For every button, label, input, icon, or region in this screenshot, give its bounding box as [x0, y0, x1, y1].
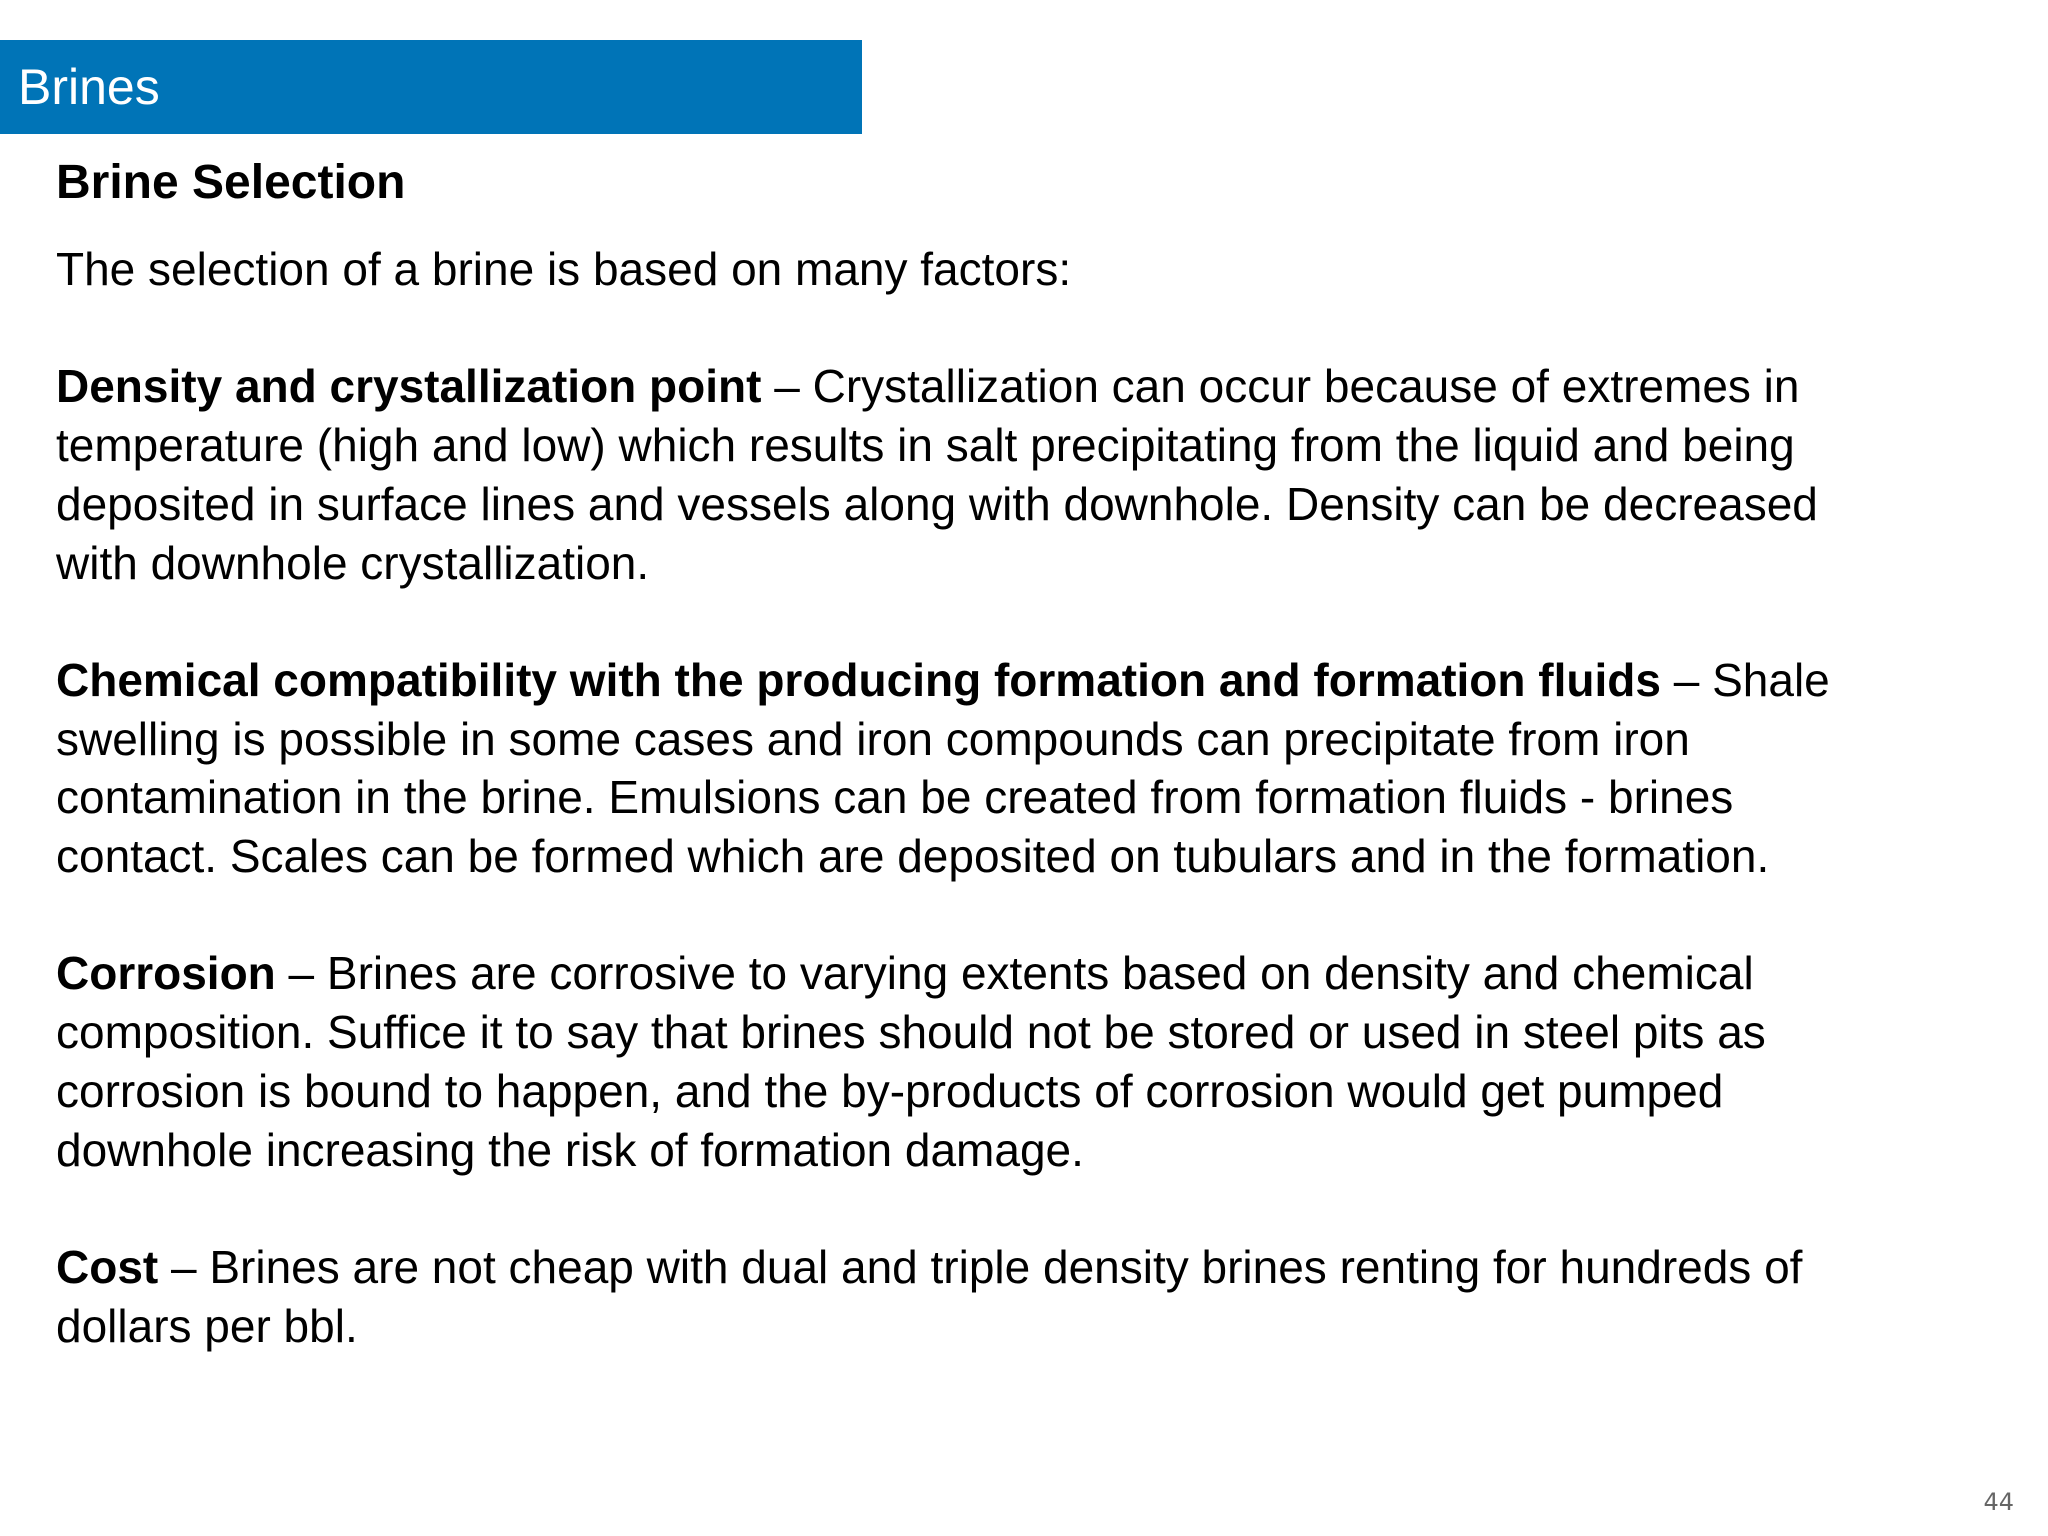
factor-term: Cost [56, 1240, 159, 1293]
factor-term: Corrosion [56, 947, 276, 1000]
factor-text: – Brines are not cheap with dual and triple density brines renting for hundreds of [158, 1240, 1803, 1293]
intro-text: The selection of a brine is based on many factors: [56, 243, 1072, 295]
factor-term: Density and crystallization point [56, 360, 762, 413]
factor-chemical-compatibility [56, 651, 2006, 886]
factor-first-line [56, 357, 2006, 416]
factor-corrosion [56, 944, 2006, 1179]
factor-first-line [56, 1238, 2006, 1297]
factor-text: deposited in surface lines and vessels along with downhole. Density can be decreased [56, 477, 1818, 530]
factor-term: Chemical compatibility with the producing formation and formation fluids [56, 653, 1661, 706]
factor-text: corrosion is bound to happen, and the by-products of corrosion would get pumped [56, 1064, 1724, 1117]
factor-text: – Shale [1660, 653, 1830, 706]
factor-text: composition. Suffice it to say that brines should not be stored or used in steel pits as [56, 1006, 1766, 1059]
section-heading: Brine Selection [56, 156, 406, 209]
factor-first-line [56, 944, 2006, 1003]
factor-text: contamination in the brine. Emulsions can be created from formation fluids - brines [56, 771, 1734, 824]
factor-text: dollars per bbl. [56, 1299, 358, 1352]
slide-title-bar [0, 40, 862, 134]
slide-title: Brines [18, 59, 160, 115]
factor-text: contact. Scales can be formed which are deposited on tubulars and in the formation. [56, 830, 1770, 882]
slide-content [56, 152, 2006, 1355]
factor-density [56, 357, 2006, 592]
factor-text: temperature (high and low) which results in salt precipitating from the liquid and being [56, 419, 1795, 472]
page-number: 44 [1983, 1488, 2014, 1516]
factor-text: swelling is possible in some cases and iron compounds can precipitate from iron [56, 712, 1690, 765]
factor-first-line [56, 651, 2006, 710]
factor-text: downhole increasing the risk of formation damage. [56, 1123, 1084, 1176]
factor-cost [56, 1238, 2006, 1355]
factor-text: – Crystallization can occur because of extremes in [761, 360, 1800, 413]
factor-text: with downhole crystallization. [56, 536, 650, 589]
factor-text: – Brines are corrosive to varying extents based on density and chemical [275, 947, 1754, 1000]
